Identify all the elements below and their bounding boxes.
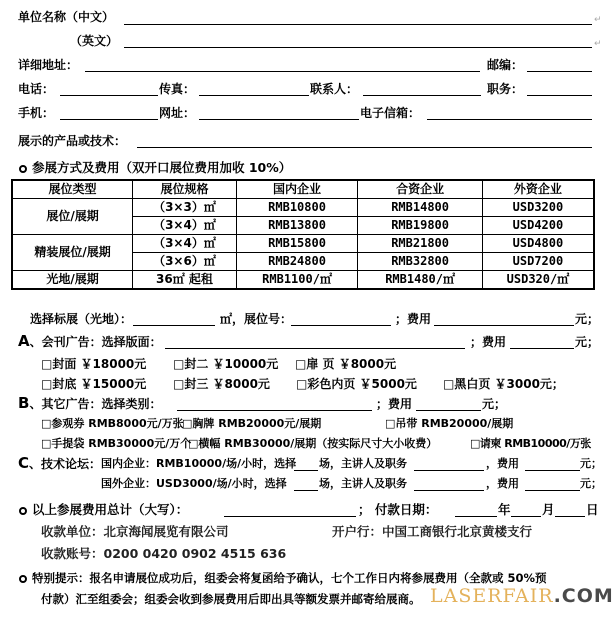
section-c-heading [18,456,101,471]
foreign-price-cell: USD4200 [482,217,594,235]
ad-option-inside-back[interactable]: □封三 ￥8000元 [173,377,270,391]
watermark-logo [430,585,614,607]
section-c-letter: C [18,454,30,472]
payment-year-field[interactable] [455,516,497,517]
other-ad-option-bag[interactable]: □手提袋 RMB30000元/万个 [41,437,192,450]
spec-cell: （3×6）㎡ [133,253,237,271]
phone-label: 电话： [18,82,55,96]
company-cn-label: 单位名称（中文） [18,10,115,24]
position-field[interactable] [527,95,592,96]
booth-fee-label: ；费用 [395,312,432,326]
payee-label: 收款单位：北京海闻展览有限公司 [41,524,229,539]
joint-price-cell: RMB1480/㎡ [358,271,483,290]
header-joint-venture: 合资企业 [358,180,483,199]
fax-label: 传真： [159,82,196,96]
booth-type-cell: 展位/展期 [12,199,133,235]
section-a-letter: A [18,332,30,350]
domestic-price-cell: RMB1100/㎡ [236,271,358,290]
bullet-icon [19,165,27,173]
table-header-row [12,180,594,199]
bullet-icon [19,507,27,515]
ad-option-inside-front[interactable]: □封二 ￥10000元 [173,357,279,371]
joint-price-cell: RMB32800 [358,253,483,271]
contact-label: 联系人： [310,82,359,96]
forum-foreign-yuan-label: 元； [580,477,602,490]
other-ad-option-invitation[interactable]: □请柬 RMB10000/万张 [470,437,591,450]
booth-unit-label: ㎡，展位号： [220,312,293,326]
postcode-field[interactable] [527,71,592,72]
joint-price-cell: RMB14800 [358,199,483,217]
ad-option-back-cover[interactable]: □封底 ￥15000元 [41,377,147,391]
booth-fee-field[interactable] [434,325,574,326]
section-a-heading [18,334,162,349]
notice-line1 [19,571,547,585]
other-ad-field[interactable] [177,410,372,411]
ad-page-field[interactable] [165,348,465,349]
month-label: 月 [542,502,555,517]
contact-field[interactable] [363,95,481,96]
address-label: 详细地址： [18,58,79,72]
bullet-icon [19,575,27,583]
section-a-yuan-label: 元； [575,335,600,349]
header-booth-type: 展位类型 [12,180,133,199]
other-ad-option-badge[interactable]: □胸牌 RMB20000元/展期 [182,417,322,430]
forum-domestic-yuan-label: 元； [580,457,602,470]
mobile-field[interactable] [60,119,158,120]
company-en-field[interactable] [124,47,592,48]
header-foreign: 外资企业 [482,180,594,199]
forum-domestic-label: 国内企业：RMB10000/场/小时，选择 [101,457,297,470]
booth-area-field[interactable] [133,325,215,326]
foreign-price-cell: USD320/㎡ [482,271,594,290]
fees-title-text: 参展方式及费用（双开口展位费用加收 10%） [32,160,292,175]
phone-field[interactable] [60,95,158,96]
booth-yuan-label: 元； [575,312,600,326]
fax-field[interactable] [199,95,309,96]
section-b-title: 、其它广告：选择类别： [29,397,162,411]
watermark-part1: LASERFAIR [430,585,554,607]
spec-cell: （3×3）㎡ [133,199,237,217]
header-domestic: 国内企业 [236,180,358,199]
watermark-part2: .COM [553,585,614,607]
bank-label: 开户行：中国工商银行北京黄楼支行 [332,524,533,539]
domestic-price-cell: RMB15800 [236,235,358,253]
payment-day-field[interactable] [555,516,585,517]
table-row [12,199,594,217]
total-label: 以上参展费用总计（大写）： [32,502,189,517]
forum-domestic-sessions-label: 场，主讲人及职务 [319,457,407,470]
header-booth-spec: 展位规格 [133,180,237,199]
domestic-price-cell: RMB13800 [236,217,358,235]
foreign-price-cell: USD7200 [482,253,594,271]
forum-domestic-speaker-field[interactable] [414,470,484,471]
table-row [12,271,594,290]
foreign-price-cell: USD3200 [482,199,594,217]
notice-line2: 付款）汇至组委会；组委会收到参展费用后即出具等额发票并邮寄给展商。 [41,592,421,606]
year-label: 年 [498,502,511,517]
notice-text-1: 特别提示：报名申请展位成功后，组委会将复函给予确认，七个工作日内将参展费用（全款或 50%预 [32,571,547,585]
payment-total-row [19,503,188,517]
total-amount-field[interactable] [224,516,356,517]
fees-table [11,179,595,290]
foreign-price-cell: USD4800 [482,235,594,253]
section-b-heading [18,396,161,411]
forum-domestic-fee-label: ，费用 [486,457,519,470]
company-cn-field[interactable] [124,24,592,25]
paragraph-mark-icon: ↵ [594,39,602,49]
other-ad-option-lanyard[interactable]: □吊带 RMB20000/展期 [385,417,514,430]
email-label: 电子信箱： [360,106,421,120]
ad-option-title-page[interactable]: □扉 页 ￥8000元 [295,357,397,371]
website-field[interactable] [199,119,359,120]
ad-option-bw-page[interactable]: □黑白页 ￥3000元； [443,377,564,391]
forum-foreign-speaker-field[interactable] [414,490,484,491]
forum-foreign-sessions-label: 场，主讲人及职务 [319,477,407,490]
postcode-label: 邮编： [487,58,524,72]
section-b-letter: B [18,394,30,412]
domestic-price-cell: RMB10800 [236,199,358,217]
company-en-label: （英文） [70,34,119,48]
forum-foreign-fee-label: ，费用 [486,477,519,490]
section-b-fee-label: ；费用 [376,397,413,411]
booth-type-cell: 光地/展期 [12,271,133,290]
forum-domestic-fee-field[interactable] [525,470,580,471]
products-field[interactable] [137,147,592,148]
section-a-fee-label: ；费用 [470,335,507,349]
ad-option-color-page[interactable]: □彩色内页 ￥5000元 [296,377,417,391]
position-label: 职务： [487,82,524,96]
email-field[interactable] [427,119,592,120]
domestic-price-cell: RMB24800 [236,253,358,271]
booth-type-cell: 精装展位/展期 [12,235,133,271]
fees-section-title [19,161,291,175]
forum-foreign-fee-field[interactable] [525,490,580,491]
table-row [12,235,594,253]
section-b-yuan-label: 元； [482,397,507,411]
forum-foreign-label: 国外企业：USD3000/场/小时，选择 [101,477,287,490]
ad-option-front-cover[interactable]: □封面 ￥18000元 [41,357,147,371]
forum-foreign-sessions-field[interactable] [294,490,318,491]
spec-cell: （3×4）㎡ [133,217,237,235]
payment-date-label: ； 付款日期： [358,502,438,517]
other-ad-option-banner[interactable]: □横幅 RMB30000/展期（按实际尺寸大小收费） [188,437,438,450]
day-label: 日 [586,502,599,517]
forum-domestic-sessions-field[interactable] [294,470,318,471]
spec-cell: （3×4）㎡ [133,235,237,253]
paragraph-mark-icon: ↵ [594,15,602,25]
mobile-label: 手机： [18,106,55,120]
section-b-fee-field[interactable] [416,410,481,411]
section-c-title: 、技术论坛： [29,457,102,471]
spec-cell: 36㎡ 起租 [133,271,237,290]
booth-select-label: 选择标展（光地）： [30,312,133,326]
website-label: 网址： [159,106,196,120]
joint-price-cell: RMB19800 [358,217,483,235]
joint-price-cell: RMB21800 [358,235,483,253]
products-label: 展示的产品或技术： [18,134,127,148]
booth-number-field[interactable] [291,325,391,326]
payment-month-field[interactable] [511,516,541,517]
section-a-title: 、会刊广告：选择版面： [29,335,162,349]
account-label: 收款账号：0200 0420 0902 4515 636 [41,546,287,561]
address-field[interactable] [85,71,480,72]
other-ad-option-ticket[interactable]: □参观券 RMB8000元/万张 [41,417,184,430]
section-a-fee-field[interactable] [510,348,574,349]
